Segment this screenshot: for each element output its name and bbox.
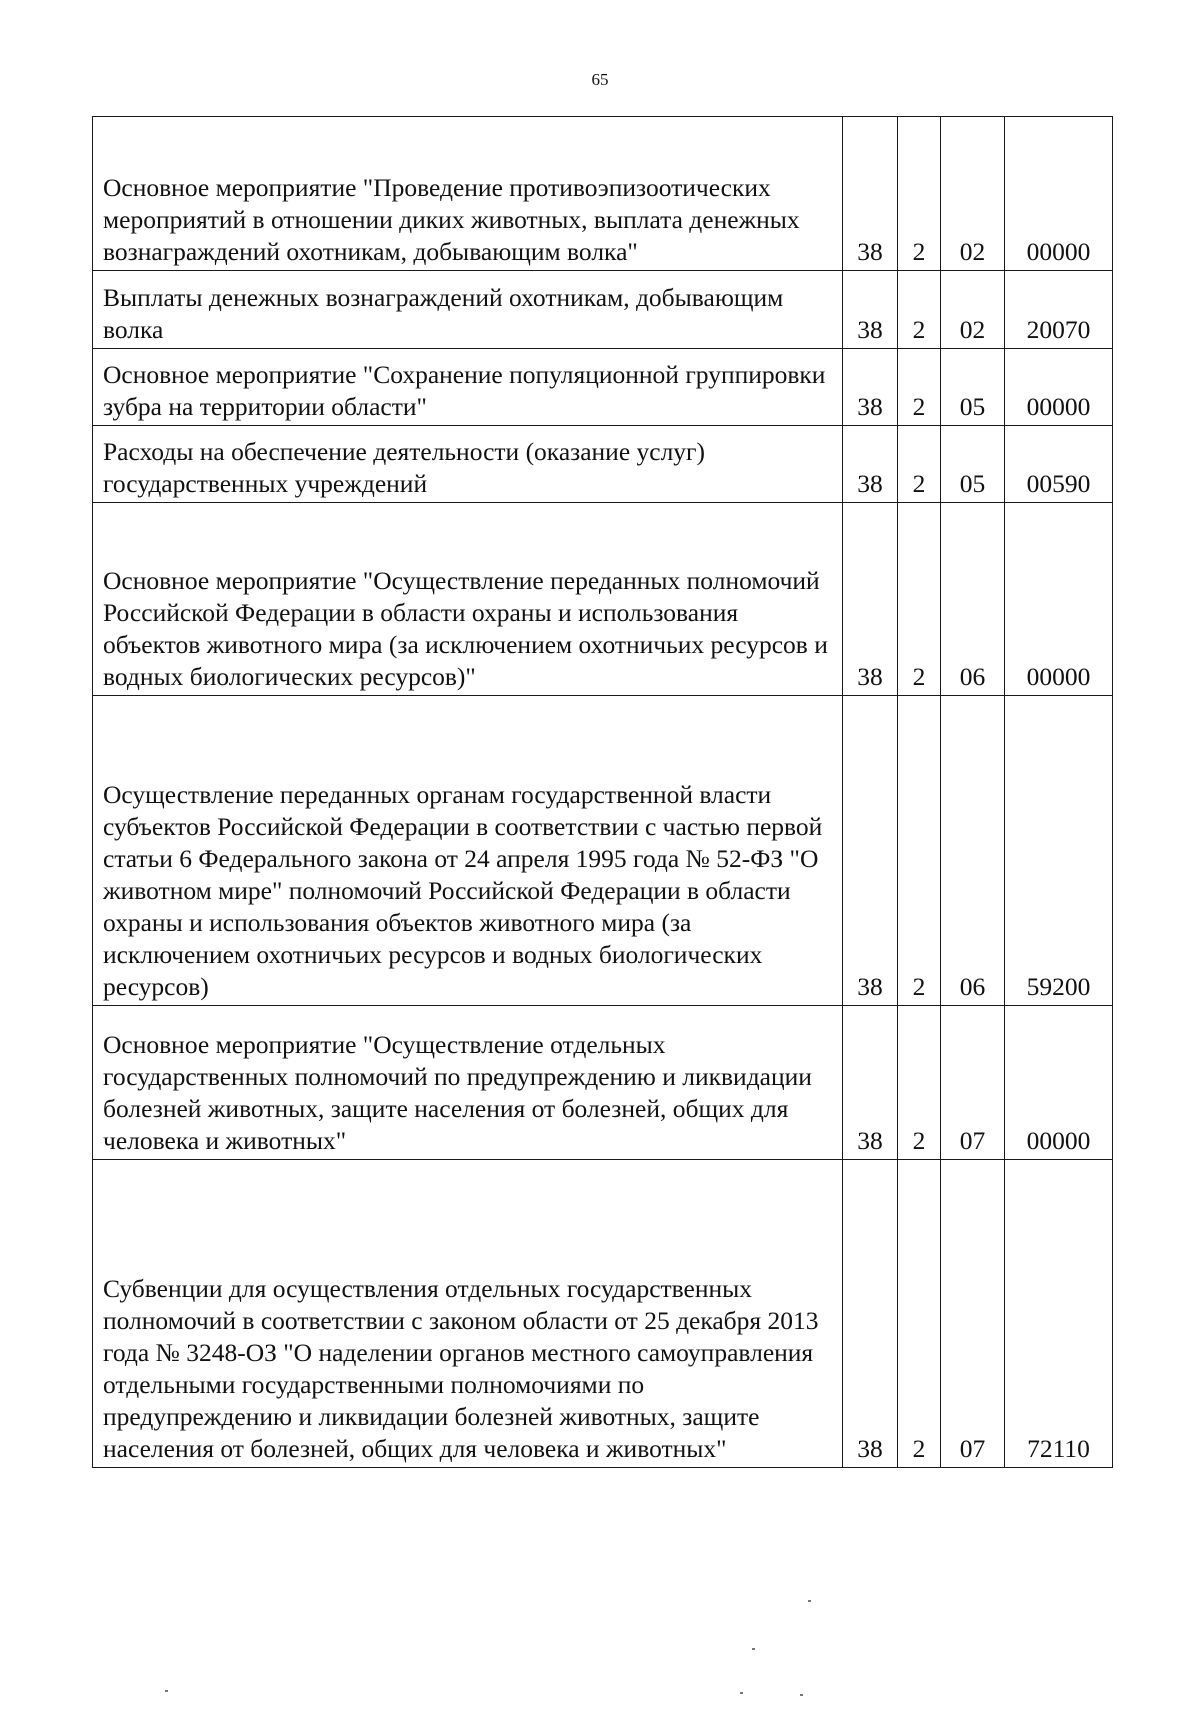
- code-subprogram: 2: [898, 1006, 941, 1160]
- row-description: Основное мероприятие "Проведение противоэпизоотических мероприятий в отношении диких животных, выплата денежных вознаграждений охотникам, добывающим волка": [93, 117, 843, 271]
- row-description: Субвенции для осуществления отдельных государственных полномочий в соответствии с законом области от 25 декабря 2013 года № 3248-ОЗ "О наделении органов местного самоуправления отдельными государственными полномочиями по предупреждению и ликвидации болезней животных, защите населения от болезней, общих для человека и животных": [93, 1160, 843, 1468]
- code-activity: 05: [941, 349, 1005, 426]
- table-row: [93, 349, 1113, 426]
- code-target: 38: [843, 349, 898, 426]
- code-activity: 05: [941, 426, 1005, 503]
- row-description: Основное мероприятие "Сохранение популяционной группировки зубра на территории области": [93, 349, 843, 426]
- table-row: [93, 1006, 1113, 1160]
- code-activity: 02: [941, 117, 1005, 271]
- code-target: 38: [843, 426, 898, 503]
- table-row: [93, 503, 1113, 696]
- page-number: 65: [591, 70, 609, 89]
- row-description: Основное мероприятие "Осуществление переданных полномочий Российской Федерации в области охраны и использования объектов животного мира (за исключением охотничьих ресурсов и водных биологических ресурсов)": [93, 503, 843, 696]
- code-target: 38: [843, 696, 898, 1006]
- code-direction: 00000: [1005, 1006, 1113, 1160]
- table-row: [93, 426, 1113, 503]
- code-subprogram: 2: [898, 503, 941, 696]
- code-subprogram: 2: [898, 271, 941, 349]
- table-row: [93, 1160, 1113, 1468]
- code-activity: 02: [941, 271, 1005, 349]
- code-subprogram: 2: [898, 349, 941, 426]
- row-description: Основное мероприятие "Осуществление отдельных государственных полномочий по предупреждению и ликвидации болезней животных, защите населения от болезней, общих для человека и животных": [93, 1006, 843, 1160]
- budget-classification-table: [92, 116, 1113, 1468]
- code-direction: 20070: [1005, 271, 1113, 349]
- code-direction: 00000: [1005, 349, 1113, 426]
- code-subprogram: 2: [898, 696, 941, 1006]
- scan-speck: [800, 1694, 803, 1696]
- scan-speck: [740, 1692, 743, 1694]
- code-subprogram: 2: [898, 426, 941, 503]
- code-target: 38: [843, 1006, 898, 1160]
- scan-speck: [752, 1648, 755, 1650]
- scan-speck: [808, 1600, 811, 1602]
- table-row: [93, 271, 1113, 349]
- code-activity: 07: [941, 1160, 1005, 1468]
- row-description: Осуществление переданных органам государственной власти субъектов Российской Федерации в соответствии с частью первой статьи 6 Федерального закона от 24 апреля 1995 года № 52-ФЗ "О животном мире" полномочий Российской Федерации в области охраны и использования объектов животного мира (за исключением охотничьих ресурсов и водных биологических ресурсов): [93, 696, 843, 1006]
- code-target: 38: [843, 117, 898, 271]
- scan-speck: [165, 1690, 168, 1692]
- row-description: Выплаты денежных вознаграждений охотникам, добывающим волка: [93, 271, 843, 349]
- code-target: 38: [843, 503, 898, 696]
- code-direction: 00590: [1005, 426, 1113, 503]
- code-target: 38: [843, 271, 898, 349]
- code-subprogram: 2: [898, 1160, 941, 1468]
- code-subprogram: 2: [898, 117, 941, 271]
- code-activity: 06: [941, 503, 1005, 696]
- table-row: [93, 696, 1113, 1006]
- code-direction: 59200: [1005, 696, 1113, 1006]
- code-direction: 00000: [1005, 503, 1113, 696]
- code-activity: 06: [941, 696, 1005, 1006]
- table-row: [93, 117, 1113, 271]
- code-direction: 72110: [1005, 1160, 1113, 1468]
- code-direction: 00000: [1005, 117, 1113, 271]
- row-description: Расходы на обеспечение деятельности (оказание услуг) государственных учреждений: [93, 426, 843, 503]
- code-activity: 07: [941, 1006, 1005, 1160]
- code-target: 38: [843, 1160, 898, 1468]
